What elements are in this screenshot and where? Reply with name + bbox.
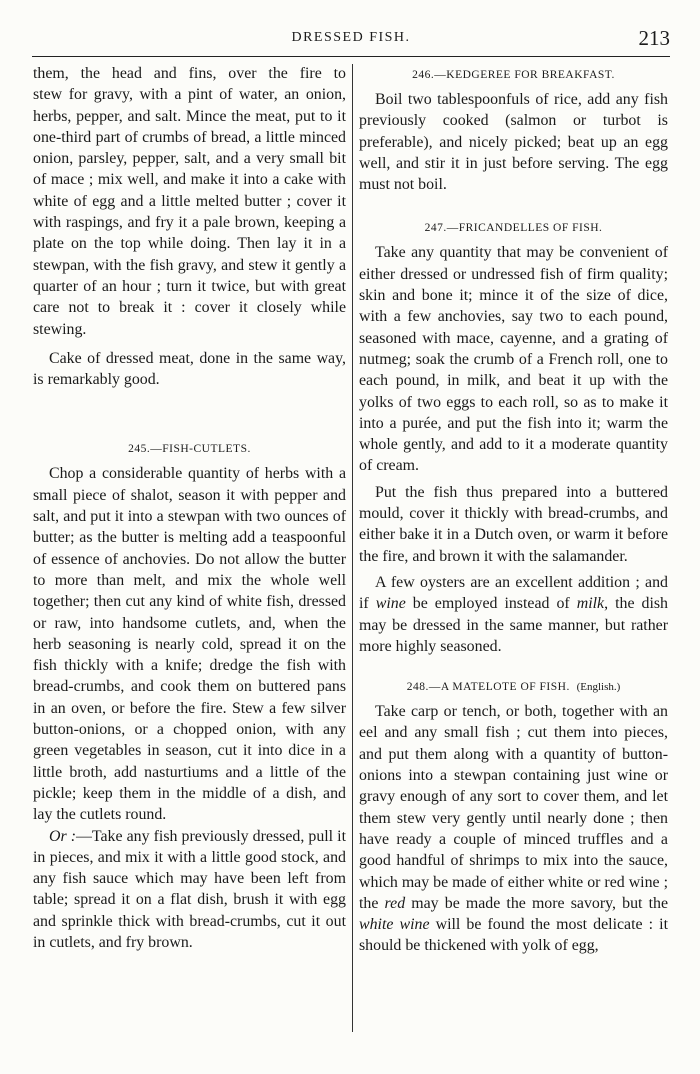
- recipe-248-paragraph: Take carp or tench, or both, together with an eel and any small fish ; cut them into pieces, and put them along with a quantity of button-onions into a stewpan containing just wine or gravy enough of any sort to cover them, and let them stew very gently until nearly done ; then have ready a couple of minced truffles and a good handful of shrimps to mix into the sauce, which may be made of either white or red wine ; the red may be made the more savory, but the white wine will be found the most delicate : it should be thickened with yolk of egg,: [359, 703, 668, 955]
- recipe-247-paragraph-1: Take any quantity that may be convenient of either dressed or undressed fish of firm quality; skin and bone it; mince it of the size of dice, with a few anchovies, say two to each pound, seasoned with mace, cayenne, and a grating of nutmeg; soak the crumb of a French roll, one to each pound, in milk, and beat it up with the yolks of two eggs to each roll, so as to make it into a purée, and put the fish into it; warm the whole gently, and add to it a moderate quantity of cream.: [359, 244, 668, 475]
- or-label: Or :: [49, 827, 77, 845]
- cake-note-paragraph: Cake of dressed meat, done in the same way, is remarkably good.: [33, 349, 346, 389]
- recipe-248-heading: 248.—A MATELOTE OF FISH. (English.): [406, 681, 621, 694]
- recipe-247-paragraph-2: Put the fish thus prepared into a buttered mould, cover it thickly with bread-crumbs, and either bake it in a Dutch oven, or warm it before the fire, and brown it with the salamander.: [359, 483, 668, 565]
- continued-first-line: them, the head and fins, over the fire to: [33, 65, 346, 82]
- recipe-246-paragraph: Boil two tablespoonfuls of rice, add any fish previously cooked (salmon or turbot is preferable), and nicely picked; beat up an egg well, and stir it in just before serving. The egg must not boil.: [359, 91, 668, 194]
- continued-paragraph: [33, 63, 346, 84]
- continued-paragraph-rest: stew for gravy, with a pint of water, an onion, herbs, pepper, and salt. Mince the meat, put to it one-third part of crumbs of bread, a little minced onion, parsley, pepper, salt, and a very small bit of mace ; mix well, and make it into a cake with white of egg and a little melted butter ; cover it with raspings, and fry it a pale brown, keeping a plate on the top while doing. Then lay it in a stewpan, with the fish gravy, and stew it gently a quarter of an hour ; turn it twice, but with great care not to break it : cover it closely while stewing.: [33, 86, 346, 338]
- left-column: [33, 63, 346, 953]
- running-title: DRESSED FISH.: [291, 30, 411, 45]
- recipe-246-heading: 246.—KEDGEREE FOR BREAKFAST.: [412, 69, 615, 81]
- recipe-245-heading: 245.—FISH-CUTLETS.: [128, 443, 251, 456]
- header-rule: [32, 56, 670, 57]
- page-number: 213: [638, 26, 670, 50]
- recipe-247-heading: 247.—FRICANDELLES OF FISH.: [424, 222, 603, 235]
- recipe-245-paragraph-1: Chop a considerable quantity of herbs with a small piece of shalot, season it with pepper and salt, and put it into a stewpan with two ounces of butter; as the butter is melting add a teaspoonful of essence of anchovies. Do not allow the butter to more than melt, and mix the whole well together; then cut any kind of white fish, dressed or raw, into handsome cutlets, and, when the herb seasoning is nearly cold, spread it on the fish thickly with a knife; dredge the fish with bread-crumbs, and cook them on buttered pans in an oven, or before the fire. Stew a few silver button-onions, or a chopped onion, with any green vegetables in season, cut it into dice in a little broth, add nasturtiums and a little of the pickle; keep them in the middle of a dish, and lay the cutlets round.: [33, 465, 346, 824]
- right-column: [359, 63, 668, 957]
- recipe-245-paragraph-2: Or :—Take any fish previously dressed, pull it in pieces, and mix it with a little good stock, and any fish sauce which may have been left from table; spread it on a flat dish, brush it with egg and sprinkle thick with bread-crumbs, cut it out in cutlets, and fry brown.: [33, 827, 346, 951]
- recipe-247-paragraph-3: A few oysters are an excellent addition ; and if wine be employed instead of milk, the dish may be dressed in the same manner, but rather more highly seasoned.: [359, 573, 668, 655]
- page-header: [32, 26, 670, 52]
- column-rule: [352, 64, 353, 1032]
- recipe-248-subtitle: (English.): [576, 681, 621, 694]
